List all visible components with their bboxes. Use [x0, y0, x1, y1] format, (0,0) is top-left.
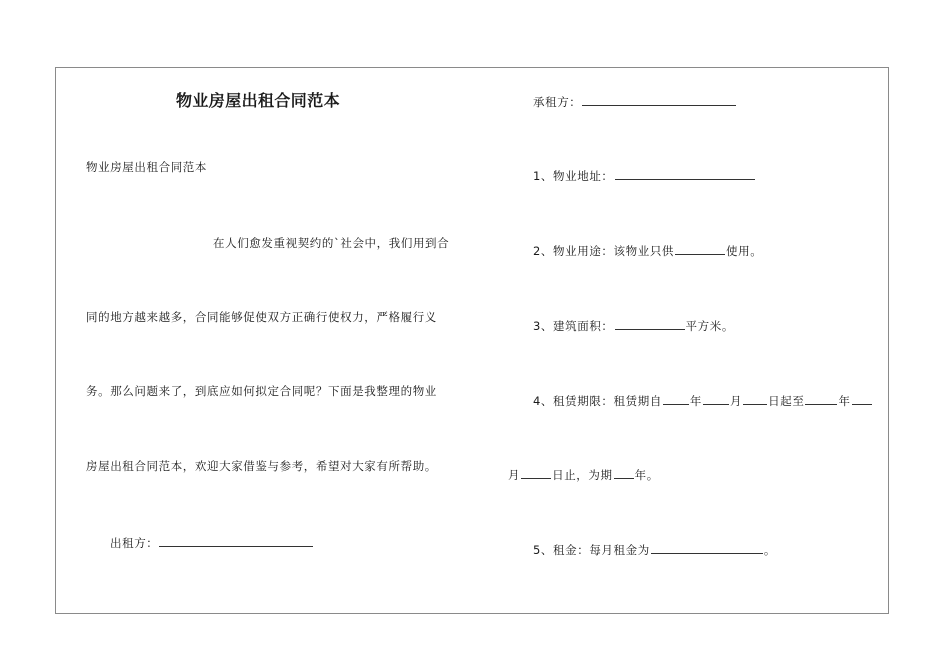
document-title: 物业房屋出租合同范本 — [176, 91, 341, 110]
end-month-blank[interactable] — [852, 393, 872, 405]
usage-blank[interactable] — [675, 243, 725, 255]
item-4-year-1: 年 — [689, 394, 703, 408]
item-4-year-2: 年 — [838, 394, 851, 408]
paragraph-line-2: 同的地方越来越多，合同能够促使双方正确行使权力，严格履行义 — [86, 310, 437, 324]
subtitle: 物业房屋出租合同范本 — [86, 160, 207, 174]
item-4-day-1: 日起至 — [768, 394, 805, 408]
lessee-line — [533, 94, 737, 109]
end-year-blank[interactable] — [805, 393, 837, 405]
rent-blank[interactable] — [651, 542, 763, 554]
item-3-prefix: 3、建筑面积： — [533, 319, 614, 333]
lessor-blank[interactable] — [159, 535, 313, 547]
start-month-blank[interactable] — [703, 393, 729, 405]
item-4-month-1: 月 — [730, 394, 743, 408]
item-4-cont-year: 年。 — [634, 468, 659, 482]
item-5-prefix: 5、租金：每月租金为 — [533, 543, 650, 557]
lessee-blank[interactable] — [582, 94, 736, 106]
item-4-cont-month: 月 — [508, 468, 521, 482]
item-4-cont-day: 日止，为期 — [552, 468, 613, 482]
address-blank[interactable] — [615, 168, 755, 180]
item-3-line — [533, 318, 734, 333]
item-4-continued-line — [508, 467, 659, 482]
item-2-prefix: 2、物业用途：该物业只供 — [533, 244, 675, 258]
item-5-line — [533, 542, 776, 557]
item-1-label: 1、物业地址： — [533, 169, 614, 183]
lessor-label: 出租方： — [110, 536, 159, 550]
item-4-line — [533, 393, 873, 408]
start-day-blank[interactable] — [743, 393, 767, 405]
page-frame — [55, 67, 889, 614]
item-2-suffix: 使用。 — [726, 244, 763, 258]
item-2-line — [533, 243, 762, 258]
item-1-line — [533, 168, 756, 183]
paragraph-line-3: 务。那么问题来了，到底应如何拟定合同呢？下面是我整理的物业 — [86, 384, 437, 398]
item-3-suffix: 平方米。 — [685, 319, 734, 333]
paragraph-line-4: 房屋出租合同范本，欢迎大家借鉴与参考，希望对大家有所帮助。 — [86, 459, 437, 473]
duration-blank[interactable] — [614, 467, 634, 479]
lessor-line — [110, 535, 314, 550]
item-4-prefix: 4、租赁期限：租赁期自 — [533, 394, 662, 408]
area-blank[interactable] — [615, 318, 685, 330]
lessee-label: 承租方： — [533, 95, 582, 109]
paragraph-line-1: 在人们愈发重视契约的`社会中，我们用到合 — [213, 236, 450, 250]
item-5-suffix: 。 — [763, 543, 776, 557]
start-year-blank[interactable] — [663, 393, 689, 405]
end-day-blank[interactable] — [521, 467, 551, 479]
